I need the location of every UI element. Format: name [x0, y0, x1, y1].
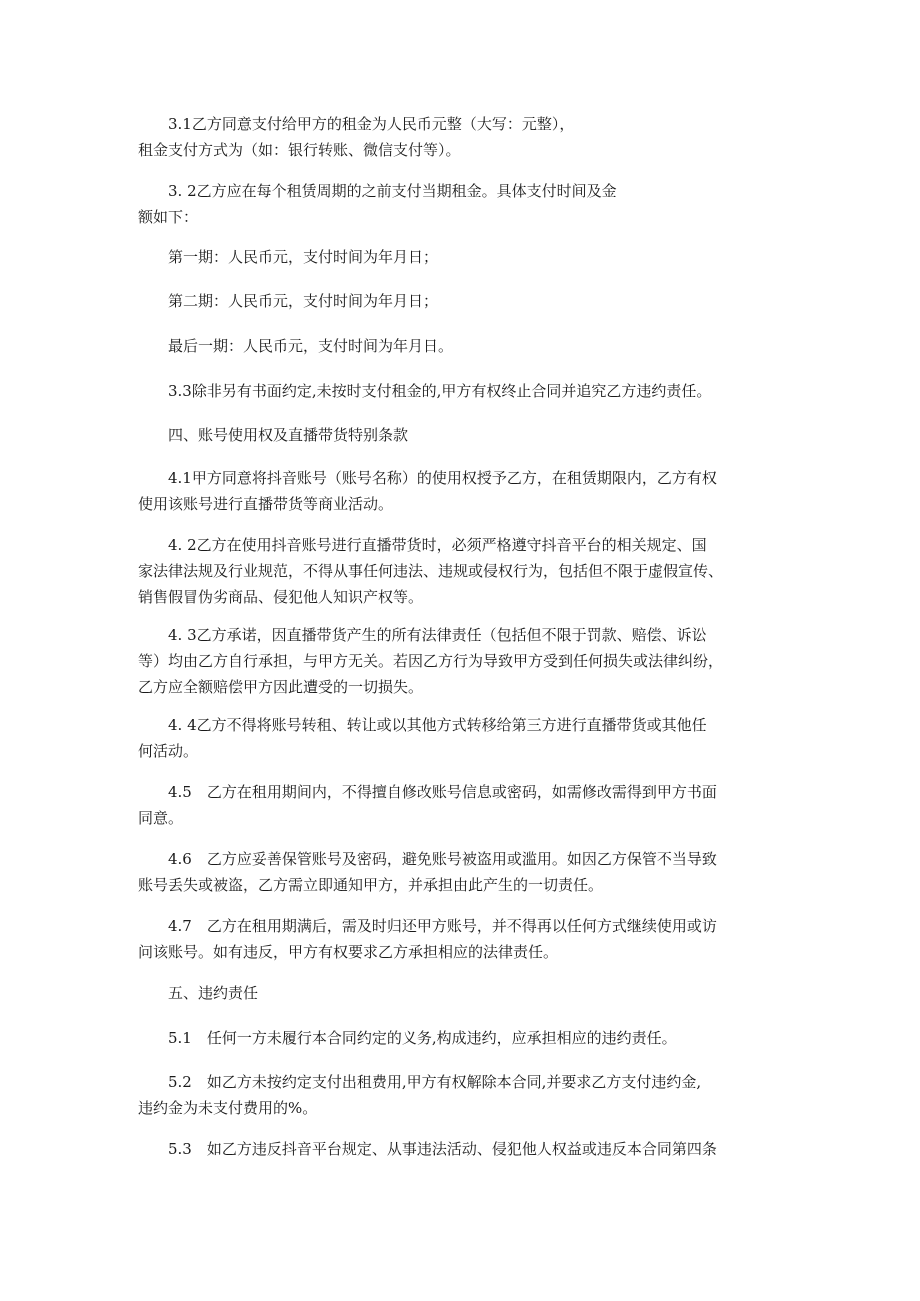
text-line: 等）均由乙方自行承担，与甲方无关。若因乙方行为导致甲方受到任何损失或法律纠纷， — [138, 652, 724, 670]
clause-3-2 — [138, 178, 790, 230]
text-line: 第二期：人民币元，支付时间为年月日； — [138, 292, 439, 310]
text-line: 额如下： — [138, 208, 199, 226]
text-line: 违约金为未支付费用的%。 — [138, 1099, 318, 1117]
installment-last — [138, 333, 790, 359]
text-line: 4.6 乙方应妥善保管账号及密码，避免账号被盗用或滥用。如因乙方保管不当导致 — [138, 850, 717, 868]
text-line: 销售假冒伪劣商品、侵犯他人知识产权等。 — [138, 588, 424, 606]
clause-5-3 — [138, 1136, 790, 1162]
text-line: 4.7 乙方在租用期满后，需及时归还甲方账号，并不得再以任何方式继续使用或访 — [138, 917, 717, 935]
text-line: 3.3除非另有书面约定,未按时支付租金的,甲方有权终止合同并追究乙方违约责任。 — [138, 382, 712, 400]
text-line: 账号丢失或被盗，乙方需立即通知甲方，并承担由此产生的一切责任。 — [138, 876, 604, 894]
text-line: 第一期：人民币元，支付时间为年月日； — [138, 248, 439, 266]
text-line: 租金支付方式为（如：银行转账、微信支付等）。 — [138, 141, 461, 159]
clause-4-4 — [138, 712, 790, 764]
text-line: 3.1乙方同意支付给甲方的租金为人民币元整（大写：元整）， — [138, 115, 575, 133]
text-line: 5.3 如乙方违反抖音平台规定、从事违法活动、侵犯他人权益或违反本合同第四条 — [138, 1140, 717, 1158]
text-line: 4. 2乙方在使用抖音账号进行直播带货时，必须严格遵守抖音平台的相关规定、国 — [138, 536, 707, 554]
text-line: 五、违约责任 — [138, 984, 259, 1002]
text-line: 同意。 — [138, 809, 184, 827]
text-line: 4.1甲方同意将抖音账号（账号名称）的使用权授予乙方，在租赁期限内，乙方有权 — [138, 469, 717, 487]
text-line: 4.5 乙方在租用期间内，不得擅自修改账号信息或密码，如需修改需得到甲方书面 — [138, 783, 717, 801]
text-line: 使用该账号进行直播带货等商业活动。 — [138, 495, 394, 513]
clause-5-2 — [138, 1069, 790, 1121]
text-line: 乙方应全额赔偿甲方因此遭受的一切损失。 — [138, 678, 424, 696]
text-line: 3. 2乙方应在每个租赁周期的之前支付当期租金。具体支付时间及金 — [138, 182, 617, 200]
installment-second — [138, 288, 790, 314]
clause-3-1 — [138, 111, 790, 163]
clause-3-3 — [138, 378, 790, 404]
section-heading-4 — [138, 422, 790, 448]
clause-4-3 — [138, 622, 790, 700]
clause-4-7 — [138, 913, 790, 965]
clause-4-6 — [138, 846, 790, 898]
clause-4-5 — [138, 779, 790, 831]
text-line: 问该账号。如有违反，甲方有权要求乙方承担相应的法律责任。 — [138, 943, 559, 961]
text-line: 5.1 任何一方未履行本合同约定的义务,构成违约，应承担相应的违约责任。 — [138, 1029, 677, 1047]
text-line: 4. 4乙方不得将账号转租、转让或以其他方式转移给第三方进行直播带货或其他任 — [138, 716, 707, 734]
text-line: 4. 3乙方承诺，因直播带货产生的所有法律责任（包括但不限于罚款、赔偿、诉讼 — [138, 626, 707, 644]
clause-4-2 — [138, 532, 790, 610]
installment-first — [138, 244, 790, 270]
text-line: 最后一期：人民币元，支付时间为年月日。 — [138, 337, 454, 355]
text-line: 家法律法规及行业规范，不得从事任何违法、违规或侵权行为，包括但不限于虚假宣传、 — [138, 562, 724, 580]
clause-4-1 — [138, 465, 790, 517]
text-line: 5.2 如乙方未按约定支付出租费用,甲方有权解除本合同,并要求乙方支付违约金, — [138, 1073, 702, 1091]
clause-5-1 — [138, 1025, 790, 1051]
section-heading-5 — [138, 980, 790, 1006]
text-line: 何活动。 — [138, 742, 199, 760]
text-line: 四、账号使用权及直播带货特别条款 — [138, 426, 409, 444]
